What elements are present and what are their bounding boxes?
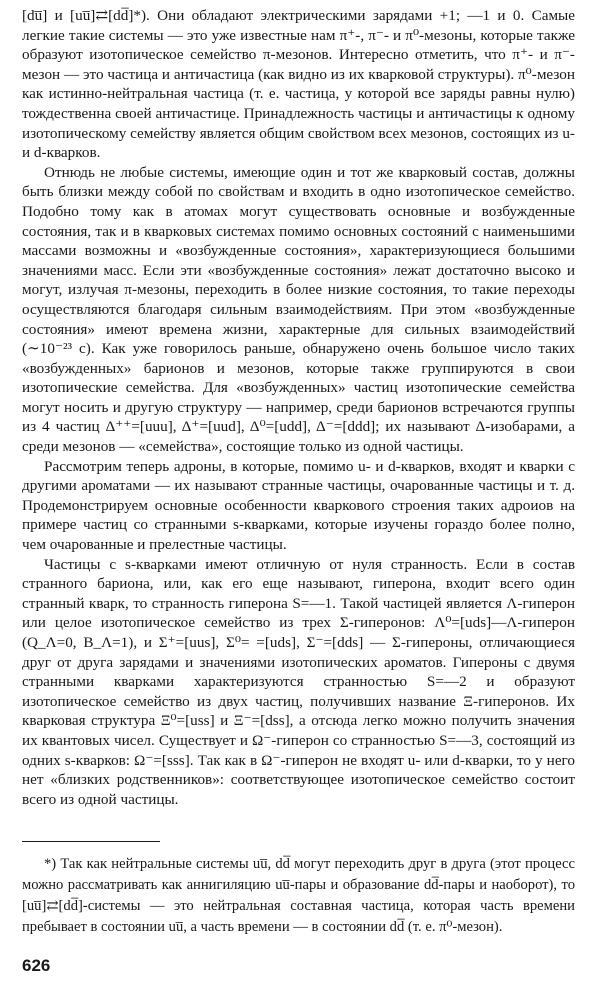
- paragraph-3: Рассмотрим теперь адроны, в которые, помимо u- и d-кварков, входят и кварки с другими ароматами — их называют странные частицы, очарованные частицы и т. д. Продемонстрируем основные особенности кваркового строения таких адроиов на примере частиц со странными s-кварками, которые изучены гораздо более полно, чем очарованные и прелестные частицы.: [22, 457, 575, 554]
- paragraph-2: Отнюдь не любые системы, имеющие один и тот же кварковый состав, должны быть близки между собой по свойствам и входить в одно изотопическое семейство. Подобно тому как в атомах могут существовать основные и возбужденные состояния, так и в кварковых системах помимо основных состояний с наименьшими массами возможны и «возбужденные состояния», характеризующиеся большими значениями масс. Если эти «возбужденные состояния» лежат достаточно высоко и могут, излучая π-мезоны, переходить в более низкие состояния, то такие переходы осуществляются благодаря сильным взаимодействиям. При этом «возбужденные состояния» имеют времена жизни, характерные для сильных взаимодействий (∼10⁻²³ с). Как уже говорилось раньше, обнаружено очень большое число таких «возбужденных» барионов и мезонов, которые также группируются в свои изотопические семейства. Для «возбужденных» частиц изотопические семейства могут носить и другую структуру — например, среди барионов встречаются группы из 4 частиц Δ⁺⁺=[uuu], Δ⁺=[uud], Δ⁰=[udd], Δ⁻=[ddd]; их называют Δ-изобарами, а среди мезонов — «семейства», состоящие только из одной частицы.: [22, 163, 575, 456]
- paragraph-1: [du̅] и [uu̅]⇄[dd̅]*). Они обладают электрическими зарядами +1; —1 и 0. Самые легкие такие системы — это уже известные нам π⁺-, π⁻- и π⁰-мезоны, которые также образуют изотопическое семейство π-мезонов. Интересно отметить, что π⁺- и π⁻-мезон — это частица и античастица (как видно из их кварковой структуры). π⁰-мезон как истинно-нейтральная частица (т. е. частица, у которой все заряды равны нулю) тождественна своей античастице. Принадлежность частицы и античастицы к одному изотопическому семейству является общим свойством всех мезонов, состоящих из u- и d-кварков.: [22, 7, 575, 162]
- page-number: 626: [22, 956, 51, 975]
- paragraph-4: Частицы с s-кварками имеют отличную от нуля странность. Если в состав странного бариона, или, как его еще называют, гиперона, входит всего один странный кварк, то странность гиперона S=—1. Такой частицей является Λ-гиперон или целое изотопическое семейство из трех Σ-гиперонов: Λ⁰=[uds]—Λ-гиперон (Q_Λ=0, B_Λ=1), и Σ⁺=[uus], Σ⁰= =[uds], Σ⁻=[dds] — Σ-гипероны, отличающиеся друг от друга зарядами и значениями изотопических ароматов. Гипероны с двумя странными кварками характеризуются странностью S=—2 и образуют изотопическое семейство из двух частиц, получивших название Ξ-гиперонов. Их кварковая структура Ξ⁰=[uss] и Ξ⁻=[dss], а отсюда легко можно получить значения их квантовых чисел. Существует и Ω⁻-гиперон со странностью S=—3, состоящий из одних s-кварков: Ω⁻=[sss]. Так как в Ω⁻-гиперон не входят u- или d-кварки, то у него нет «близких родственников»: соответствующее изотопическое семейство состоит всего из одной частицы.: [22, 555, 575, 808]
- page-body: [22, 6, 575, 938]
- footnote-divider: [22, 841, 160, 842]
- footnote: *) Так как нейтральные системы uu̅, dd̅ могут переходить друг в друга (этот процесс можно рассматривать как аннигиляцию uu̅-пары и образование dd̅-пары и наоборот), то [uu̅]⇄[dd̅]-системы — это нейтральная составная частица, которая часть времени пребывает в состоянии uu̅, а часть времени — в состоянии dd̅ (т. е. π⁰-мезон).: [22, 856, 575, 936]
